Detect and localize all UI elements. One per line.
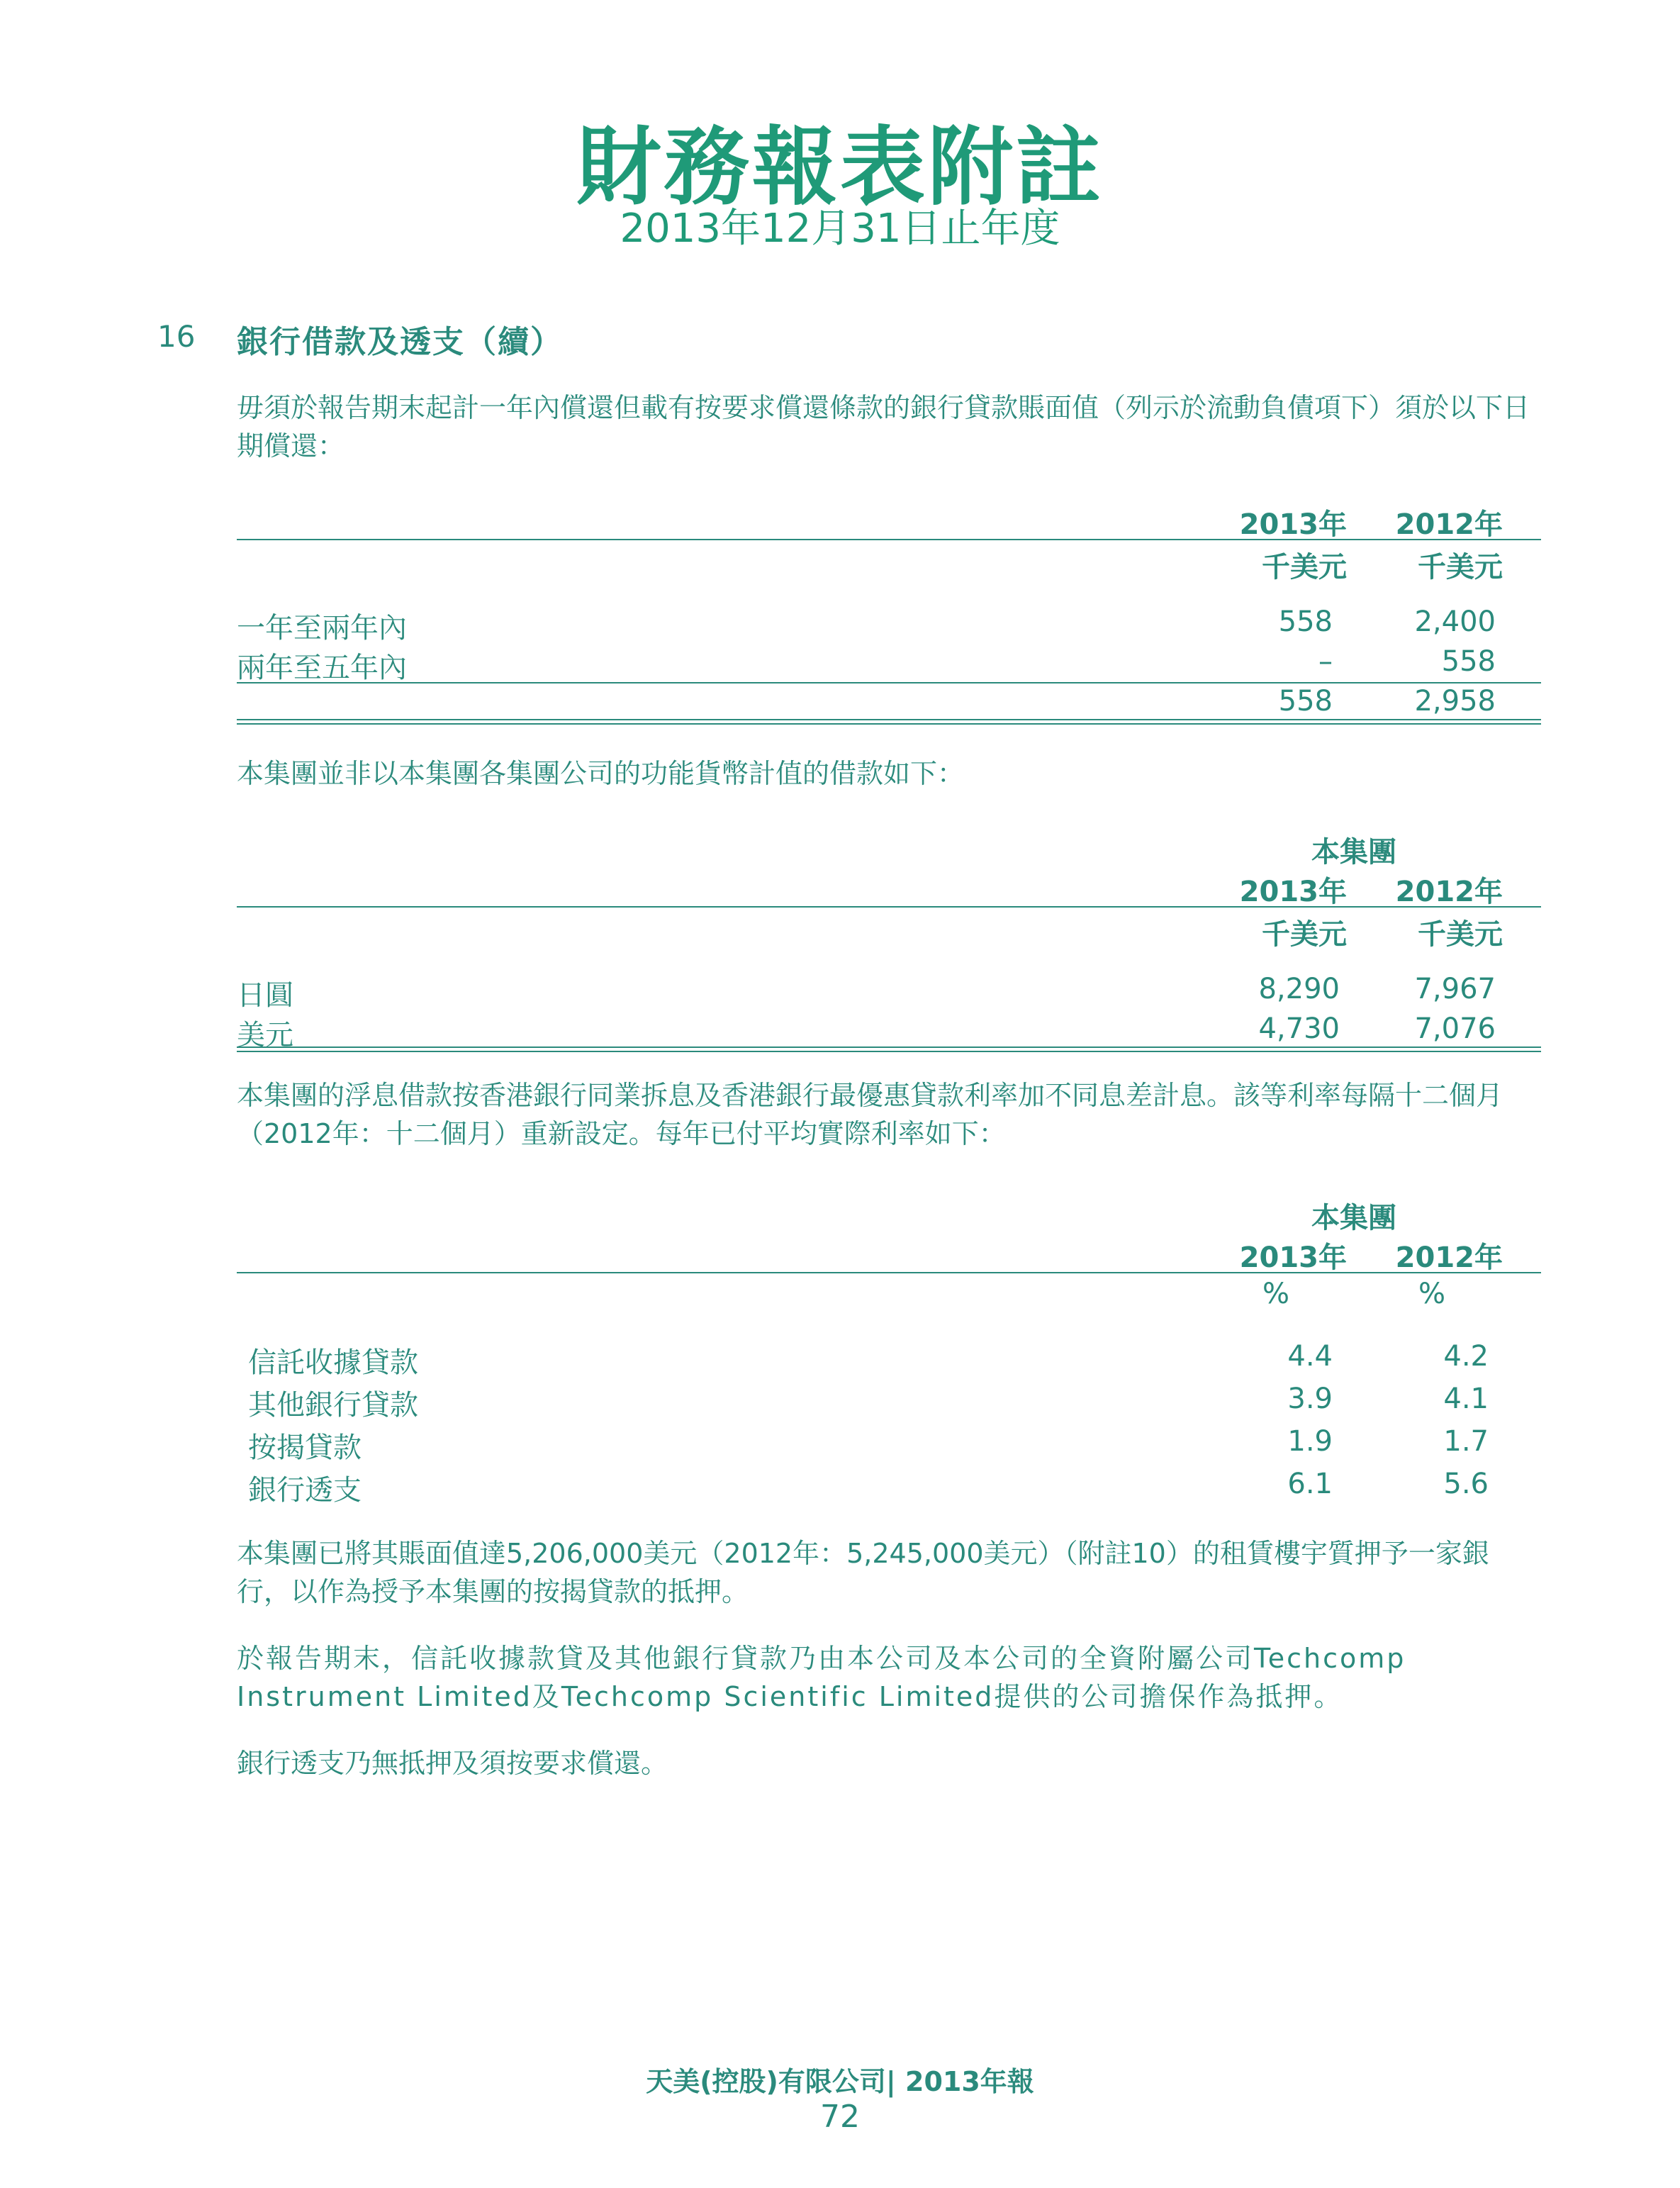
table2-total-double-rule: [237, 1046, 1541, 1052]
table-row-label: 其他銀行貸款: [248, 1389, 418, 1422]
table-cell-2013: 558: [1278, 605, 1333, 638]
table-row-label: 按揭貸款: [248, 1431, 362, 1464]
table-cell-2012: 1.7: [1443, 1425, 1489, 1458]
table-cell-2012: 558: [1441, 645, 1496, 678]
table-row-label: 信託收據貸款: [248, 1346, 418, 1379]
paragraph-repayment-intro: 毋須於報告期末起計一年內償還但載有按要求償還條款的銀行貸款賬面值（列示於流動負債項下）須於以下日期償還：: [237, 392, 1530, 462]
table1-total-double-rule: [237, 719, 1541, 725]
table1-total-2012: 2,958: [1414, 685, 1496, 718]
table2-col-2012-unit: 千美元: [1418, 918, 1503, 951]
paragraph-overdraft: 銀行透支乃無抵押及須按要求償還。: [237, 1748, 668, 1779]
table-row-label: 兩年至五年內: [237, 652, 407, 684]
table-cell-2012: 4.2: [1443, 1340, 1489, 1373]
table1-subtotal-rule: [237, 682, 1541, 683]
table-cell-2012: 4.1: [1443, 1383, 1489, 1415]
paragraph-currency-intro: 本集團並非以本集團各集團公司的功能貨幣計值的借款如下：: [237, 758, 965, 789]
table2-col-2013-year: 2013年: [1239, 876, 1347, 908]
table-cell-2012: 7,076: [1414, 1012, 1496, 1045]
paragraph-pledge: 本集團已將其賬面值達5,206,000美元（2012年：5,245,000美元）（附註10）的租賃樓宇質押予一家銀行，以作為授予本集團的按揭貸款的抵押。: [237, 1538, 1489, 1607]
table-cell-2013: 3.9: [1287, 1383, 1333, 1415]
table2-header-rule: [237, 906, 1541, 908]
footer-company: 天美(控股)有限公司| 2013年報: [646, 2066, 1034, 2097]
table-cell-2012: 7,967: [1414, 973, 1496, 1005]
table1-col-2012-year: 2012年: [1395, 508, 1503, 541]
table-cell-2013: 4.4: [1287, 1340, 1333, 1373]
table2-group-header: 本集團: [1311, 836, 1396, 869]
table-cell-2013: 8,290: [1258, 973, 1340, 1005]
table3-col-2012-unit: %: [1418, 1278, 1445, 1310]
section-title: 銀行借款及透支（續）: [237, 324, 563, 360]
table3-header-rule: [237, 1272, 1541, 1273]
table1-header-rule: [237, 539, 1541, 540]
table2-col-2012-year: 2012年: [1395, 876, 1503, 908]
table-row-label: 一年至兩年內: [237, 612, 407, 644]
table1-col-2013-unit: 千美元: [1262, 551, 1347, 584]
table-cell-2013: 6.1: [1287, 1468, 1333, 1500]
table-cell-2013: –: [1318, 645, 1333, 678]
table1-col-2012-unit: 千美元: [1418, 551, 1503, 584]
table3-col-2012-year: 2012年: [1395, 1241, 1503, 1274]
table-row-label: 日圓: [237, 979, 293, 1012]
table-cell-2013: 1.9: [1287, 1425, 1333, 1458]
table3-group-header: 本集團: [1311, 1202, 1396, 1234]
table2-col-2013-unit: 千美元: [1262, 918, 1347, 951]
table1-total-2013: 558: [1278, 685, 1333, 718]
table3-col-2013-year: 2013年: [1239, 1241, 1347, 1274]
table-row-label: 美元: [237, 1019, 293, 1051]
paragraph-guarantee: 於報告期末，信託收據款貸及其他銀行貸款乃由本公司及本公司的全資附屬公司Techcomp Instrument Limited及Techcomp Scientific Limited提供的公司擔保作為抵押。: [237, 1643, 1406, 1712]
table-cell-2012: 2,400: [1414, 605, 1496, 638]
section-number: 16: [157, 319, 196, 354]
table1-col-2013-year: 2013年: [1239, 508, 1347, 541]
table-row-label: 銀行透支: [248, 1474, 362, 1507]
page-subtitle: 2013年12月31日止年度: [620, 206, 1060, 252]
paragraph-interest-rate-intro: 本集團的浮息借款按香港銀行同業拆息及香港銀行最優惠貸款利率加不同息差計息。該等利率每隔十二個月（2012年：十二個月）重新設定。每年已付平均實際利率如下：: [237, 1080, 1503, 1149]
page-number: 72: [820, 2099, 860, 2135]
table3-col-2013-unit: %: [1262, 1278, 1289, 1310]
table-cell-2012: 5.6: [1443, 1468, 1489, 1500]
page-title: 財務報表附註: [576, 118, 1104, 217]
table-cell-2013: 4,730: [1258, 1012, 1340, 1045]
